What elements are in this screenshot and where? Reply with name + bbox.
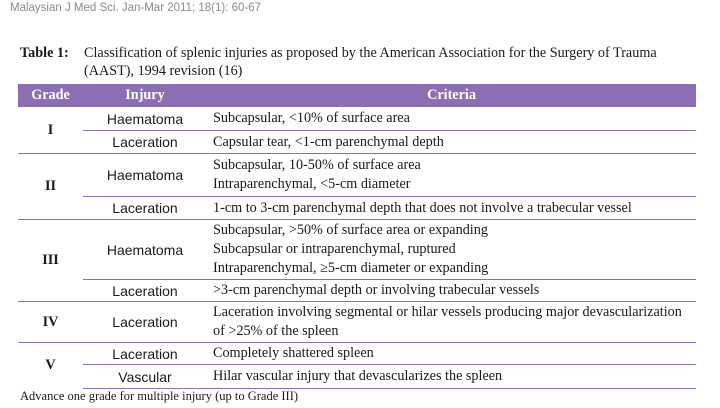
table-row [18, 131, 696, 154]
table-row [18, 280, 696, 302]
injury-cell: Laceration [83, 280, 207, 302]
grade-cell: IV [18, 302, 83, 343]
criteria-line: Intraparenchymal, ≥5-cm diameter or expanding [213, 260, 489, 276]
table-header-row [18, 84, 696, 107]
table-row [18, 197, 696, 220]
header-injury: Injury [83, 84, 207, 107]
caption-label: Table 1: [20, 45, 69, 61]
criteria-line: Subcapsular, <10% of surface area [213, 110, 410, 126]
criteria-line: 1-cm to 3-cm parenchymal depth that does not involve a trabecular vessel [213, 199, 632, 216]
injury-cell: Vascular [83, 365, 207, 389]
injury-cell: Laceration [83, 343, 207, 365]
criteria-cell [207, 220, 696, 280]
table-row [18, 107, 696, 131]
injury-cell: Laceration [83, 302, 207, 343]
grade-cell: V [18, 343, 83, 389]
criteria-cell [207, 343, 696, 365]
criteria-line: Subcapsular or intraparenchymal, ruptured [213, 241, 456, 257]
criteria-line: Completely shattered spleen [213, 345, 374, 361]
criteria-cell [207, 365, 696, 389]
grade-cell: I [18, 107, 83, 154]
criteria-cell [207, 280, 696, 302]
journal-reference: Malaysian J Med Sci. Jan-Mar 2011; 18(1): 60-67 [10, 2, 261, 14]
table-row [18, 365, 696, 389]
table-footnote: Advance one grade for multiple injury (up to Grade III) [20, 389, 299, 403]
table-row [18, 220, 696, 280]
criteria-cell [207, 131, 696, 154]
injury-cell: Laceration [83, 197, 207, 220]
criteria-line: Subcapsular, >50% of surface area or expanding [213, 222, 488, 238]
criteria-line: Subcapsular, 10-50% of surface area [213, 157, 421, 173]
header-criteria: Criteria [207, 84, 696, 107]
criteria-cell [207, 197, 696, 220]
table-row [18, 154, 696, 197]
table-row [18, 343, 696, 365]
criteria-line: Hilar vascular injury that devascularizes the spleen [213, 368, 503, 384]
injury-cell: Haematoma [83, 107, 207, 131]
criteria-cell [207, 107, 696, 131]
criteria-line: >3-cm parenchymal depth or involving trabecular vessels [213, 282, 540, 298]
caption-text: Classification of splenic injuries as proposed by the American Association for the Surgery of Trauma (AAST), 1994 revision (16) [84, 45, 657, 79]
header-grade: Grade [18, 84, 83, 107]
grade-cell: III [18, 220, 83, 302]
criteria-line: Intraparenchymal, <5-cm diameter [213, 176, 411, 192]
criteria-cell [207, 154, 696, 197]
criteria-line: Laceration involving segmental or hilar vessels producing major devascularization of >25% of the spleen [213, 304, 682, 339]
splenic-injury-table [18, 84, 696, 389]
injury-cell: Haematoma [83, 220, 207, 280]
injury-cell: Haematoma [83, 154, 207, 197]
criteria-cell [207, 302, 696, 343]
injury-cell: Laceration [83, 131, 207, 154]
table-caption [20, 44, 710, 80]
criteria-line: Capsular tear, <1-cm parenchymal depth [213, 133, 444, 150]
grade-cell: II [18, 154, 83, 220]
table-row [18, 302, 696, 343]
